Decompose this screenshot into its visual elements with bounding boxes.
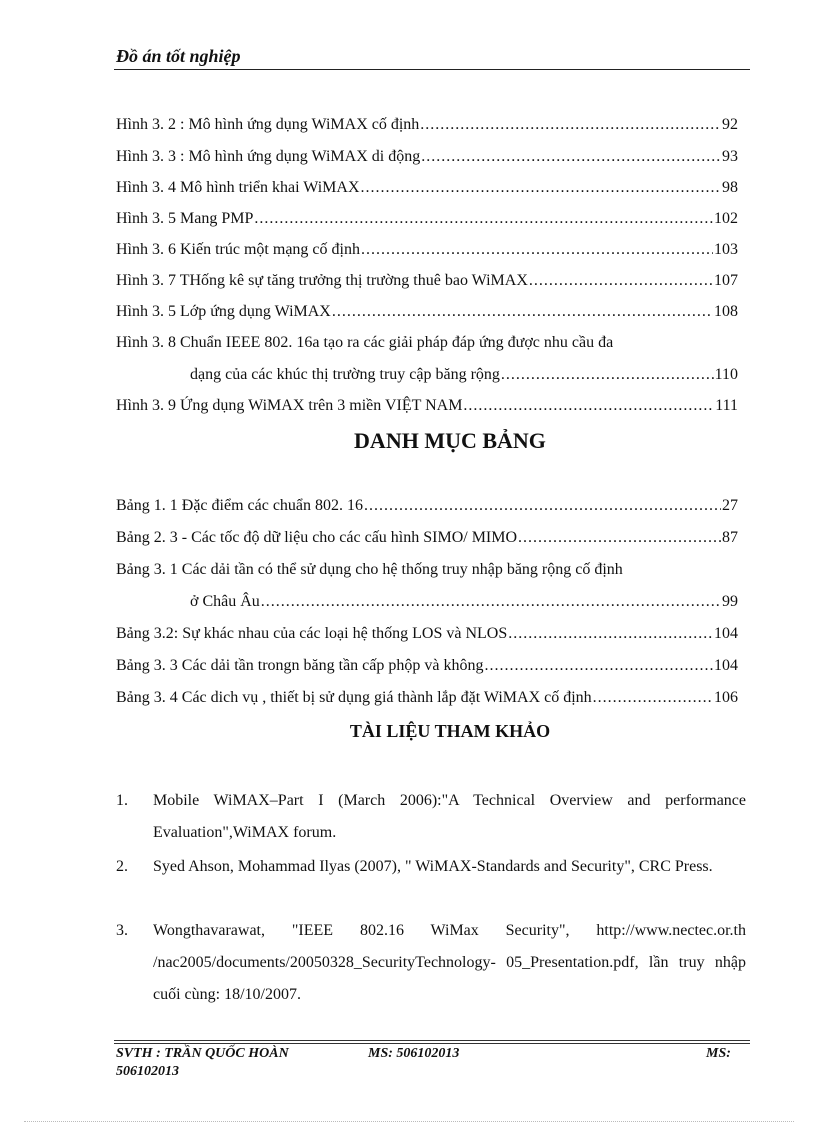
table-page: 104	[714, 657, 738, 674]
figure-page: 110	[714, 366, 738, 383]
figure-entry	[116, 241, 738, 259]
figure-entry	[116, 148, 738, 166]
header-rule	[114, 69, 750, 70]
dot-leader	[332, 303, 713, 321]
figure-label: Hình 3. 2 : Mô hình ứng dụng WiMAX cố định	[116, 116, 420, 133]
table-label-cont: ở Châu Âu	[190, 593, 260, 610]
table-label: Bảng 3. 1 Các dải tần có thể sử dụng cho hệ thống truy nhập băng rộng cố định	[116, 561, 623, 578]
figure-label: Hình 3. 3 : Mô hình ứng dụng WiMAX di động	[116, 148, 421, 165]
reference-number: 2.	[116, 858, 128, 875]
table-entry	[116, 657, 738, 675]
dot-leader	[484, 657, 713, 675]
footer-ms-label: MS:	[706, 1046, 731, 1061]
references-section-title: TÀI LIỆU THAM KHẢO	[349, 721, 551, 741]
table-page: 87	[722, 529, 738, 546]
dot-leader	[529, 272, 713, 290]
table-page: 27	[722, 497, 738, 514]
figure-label: Hình 3. 7 THống kê sự tăng trưởng thị trường thuê bao WiMAX	[116, 272, 528, 289]
figure-page: 98	[722, 179, 738, 196]
table-entry	[116, 529, 738, 547]
figure-entry	[116, 116, 738, 134]
table-page: 104	[714, 625, 738, 642]
figure-page: 111	[715, 397, 738, 414]
figure-entry	[116, 303, 738, 321]
dot-leader	[508, 625, 713, 643]
dot-leader	[463, 397, 714, 415]
reference-number: 3.	[116, 922, 128, 939]
figure-label: Hình 3. 5 Mang PMP	[116, 210, 254, 227]
figure-entry	[116, 210, 738, 228]
figure-entry	[116, 397, 738, 415]
figure-label: Hình 3. 6 Kiến trúc một mạng cố định	[116, 241, 360, 258]
reference-text: Mobile WiMAX–Part I (March 2006):"A Technical Overview and performance Evaluation",WiMAX forum.	[153, 792, 746, 841]
dot-leader	[420, 116, 721, 134]
dot-leader	[254, 210, 713, 228]
figure-page: 107	[714, 272, 738, 289]
figure-page: 93	[722, 148, 738, 165]
figure-label: Hình 3. 8 Chuẩn IEEE 802. 16a tạo ra các giải pháp đáp ứng được nhu cầu đa	[116, 334, 614, 351]
footer-ms-value: 506102013	[116, 1064, 179, 1079]
figure-page: 92	[722, 116, 738, 133]
table-entry	[190, 593, 738, 611]
dot-leader	[261, 593, 721, 611]
figure-label-cont: dạng của các khúc thị trường truy cập băng rộng	[190, 366, 500, 383]
figure-label: Hình 3. 4 Mô hình triển khai WiMAX	[116, 179, 360, 196]
dot-leader	[361, 179, 722, 197]
table-entry	[116, 689, 738, 707]
page-header-title: Đồ án tốt nghiệp	[116, 46, 241, 66]
reference-number: 1.	[116, 792, 128, 809]
figure-entry	[116, 179, 738, 197]
dot-leader	[593, 689, 713, 707]
figure-entry	[190, 366, 738, 384]
footer-ms: MS: 506102013	[368, 1046, 460, 1061]
table-label: Bảng 3. 4 Các dich vụ , thiết bị sử dụng giá thành lắp đặt WiMAX cố định	[116, 689, 592, 706]
footer-rule	[114, 1043, 750, 1044]
figure-label: Hình 3. 9 Ứng dụng WiMAX trên 3 miền VIỆT NAM	[116, 397, 463, 414]
figure-page: 102	[714, 210, 738, 227]
table-label: Bảng 2. 3 - Các tốc độ dữ liệu cho các cấu hình SIMO/ MIMO	[116, 529, 518, 546]
reference-text: Syed Ahson, Mohammad Ilyas (2007), " WiMAX-Standards and Security", CRC Press.	[153, 858, 713, 875]
dot-leader	[364, 497, 721, 515]
figure-entry	[116, 272, 738, 290]
figure-label: Hình 3. 5 Lớp ứng dụng WiMAX	[116, 303, 331, 320]
reference-text: Wongthavarawat, "IEEE 802.16 WiMax Security", http://www.nectec.or.th /nac2005/documents/20050328_SecurityTechnology- 05_Presentation.pdf, lần truy nhập cuối cùng: 18/10/2007.	[153, 922, 746, 1003]
footer-student: SVTH : TRẦN QUỐC HOÀN	[116, 1046, 289, 1061]
table-label: Bảng 1. 1 Đặc điểm các chuẩn 802. 16	[116, 497, 364, 514]
dot-leader	[518, 529, 721, 547]
dot-leader	[421, 148, 721, 166]
figure-page: 108	[714, 303, 738, 320]
tables-section-title: DANH MỤC BẢNG	[354, 428, 546, 453]
table-page: 106	[714, 689, 738, 706]
page-bottom-border	[24, 1121, 794, 1122]
dot-leader	[501, 366, 714, 384]
table-entry	[116, 497, 738, 515]
table-page: 99	[722, 593, 738, 610]
dot-leader	[361, 241, 713, 259]
table-entry	[116, 625, 738, 643]
table-label: Bảng 3. 3 Các dải tần trongn băng tần cấp phộp và không	[116, 657, 484, 674]
figure-page: 103	[714, 241, 738, 258]
footer-rule	[114, 1040, 750, 1041]
table-label: Bảng 3.2: Sự khác nhau của các loại hệ thống LOS và NLOS	[116, 625, 508, 642]
